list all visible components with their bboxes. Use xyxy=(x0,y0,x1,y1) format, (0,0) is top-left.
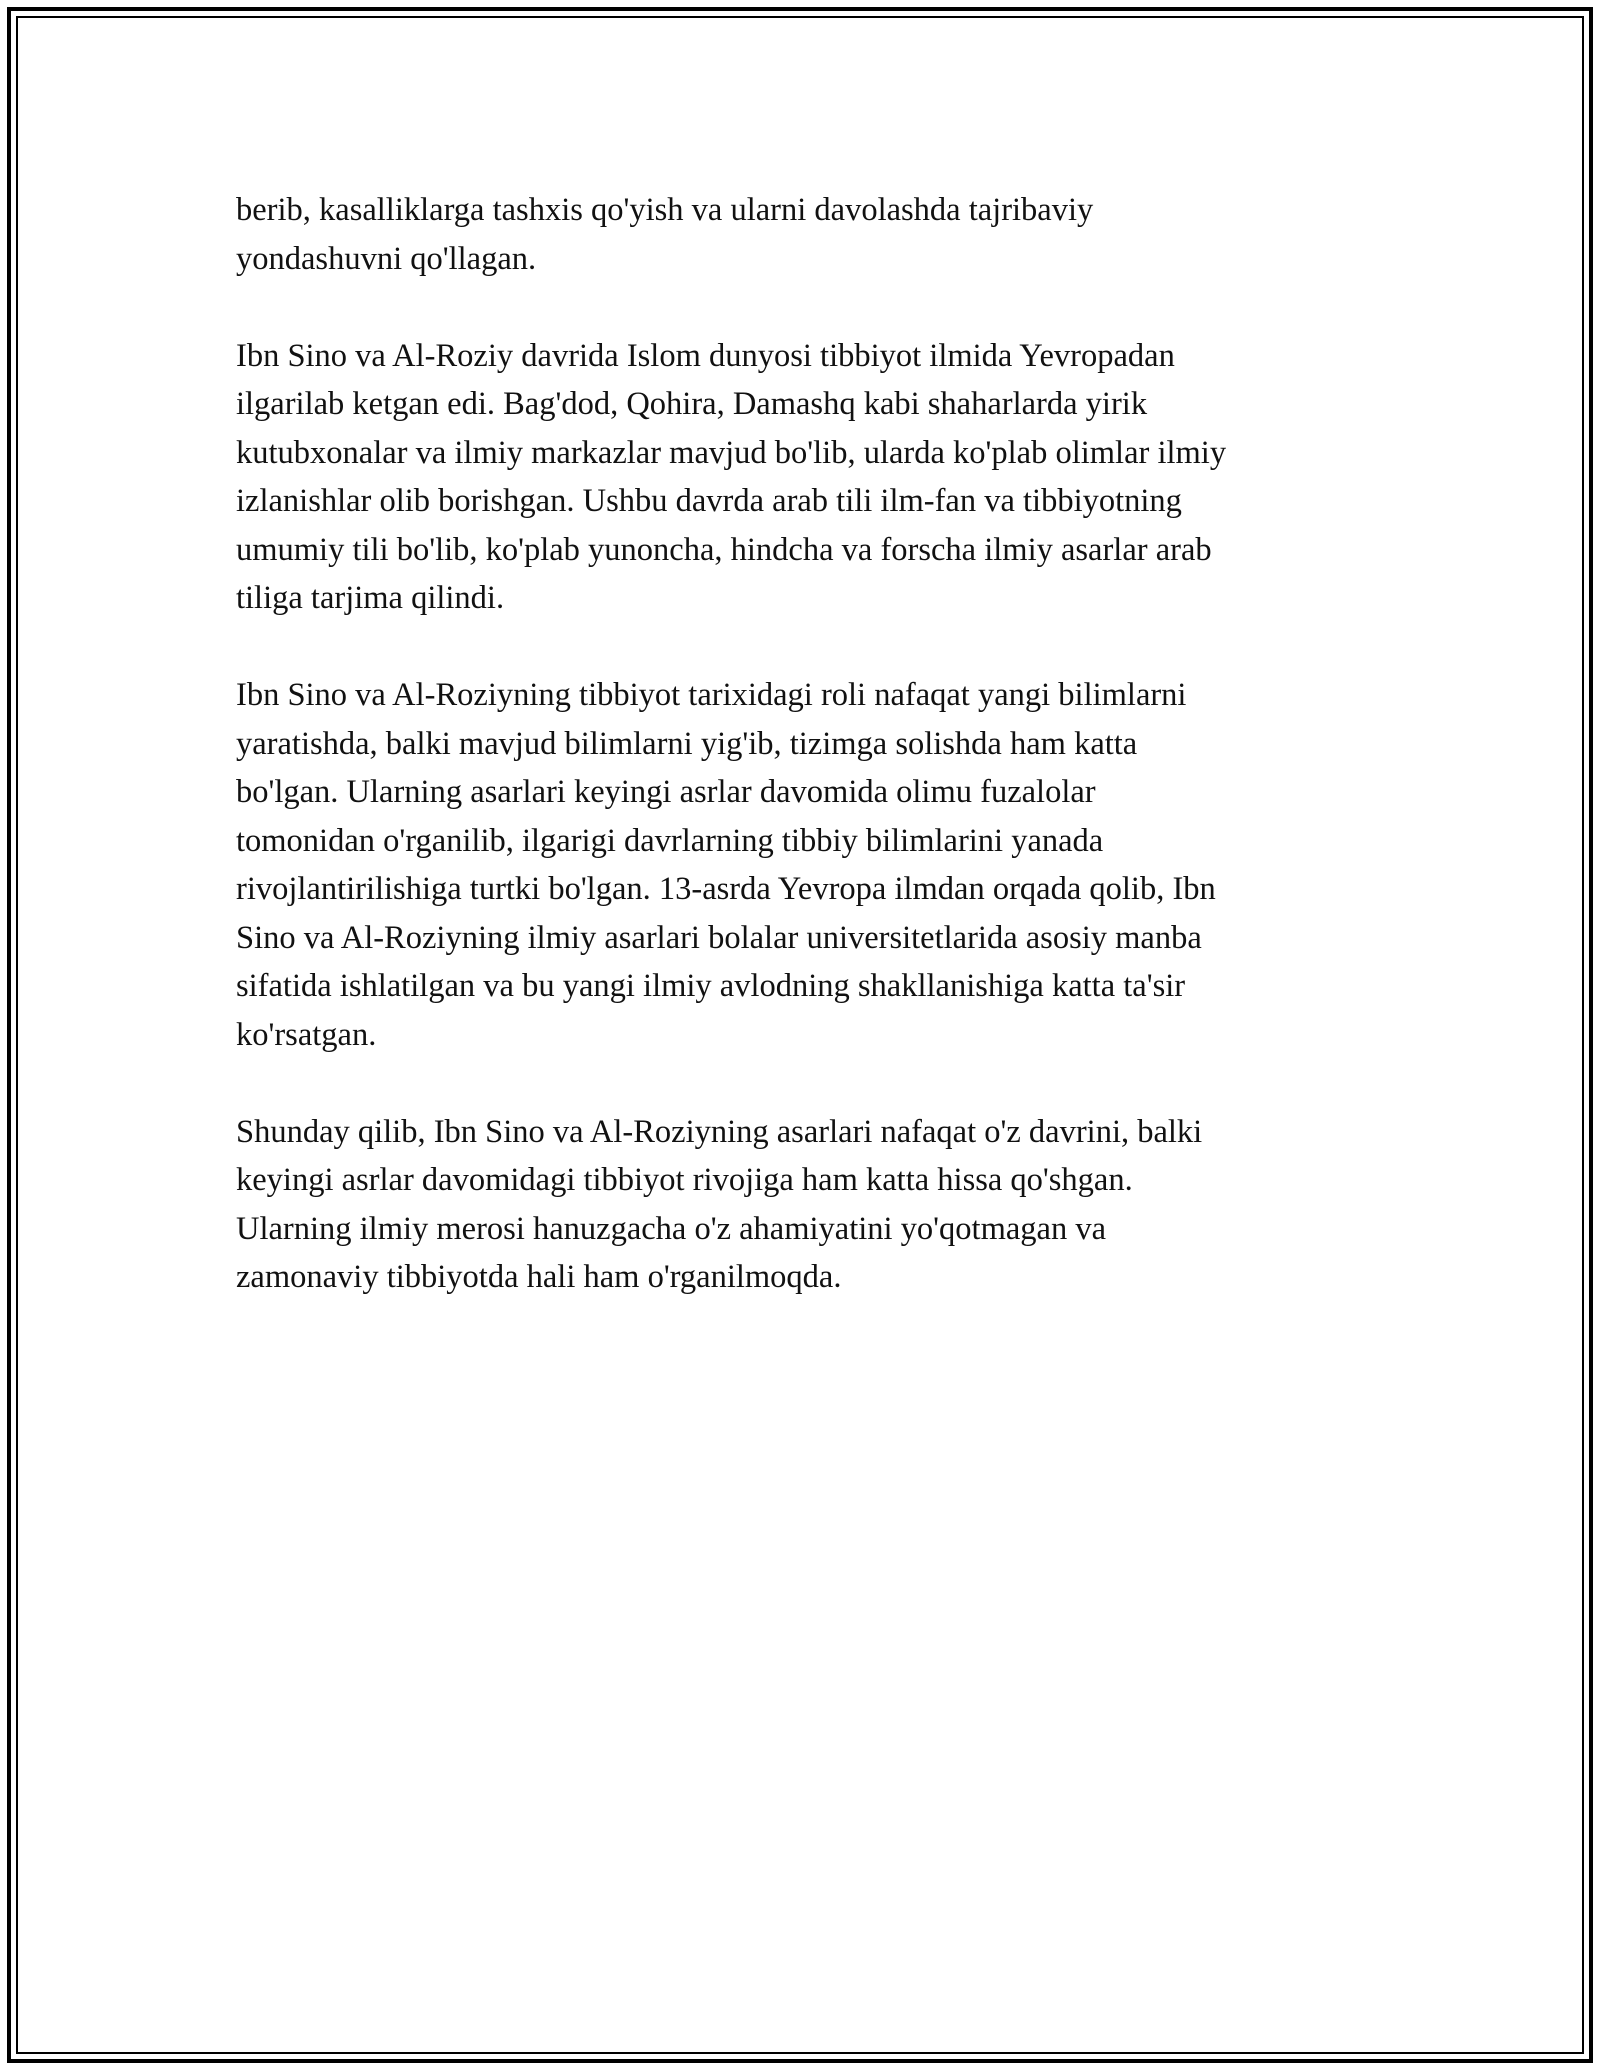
paragraph-continuation: berib, kasalliklarga tashxis qo'yish va ularni davolashda tajribaviy yondashuvni qo'llagan. xyxy=(236,192,1094,277)
document-body xyxy=(236,186,1366,1350)
paragraph-islamic-world-medicine: Ibn Sino va Al-Roziy davrida Islom dunyosi tibbiyot ilmida Yevropadan ilgarilab ketgan edi. Bag'dod, Qohira, Damashq kabi shaharlarda yirik kutubxonalar va ilmiy markazlar mavjud bo'lib, ularda ko'plab olimlar ilmiy izlanishlar olib borishgan. Ushbu davrda arab tili ilm-fan va tibbiyotning umumiy tili bo'lib, ko'plab yunoncha, hindcha va forscha ilmiy asarlar arab tiliga tarjima qilindi. xyxy=(236,337,1227,616)
paragraph-conclusion: Shunday qilib, Ibn Sino va Al-Roziyning asarlari nafaqat o'z davrini, balki keyingi asrlar davomidagi tibbiyot rivojiga ham katta hissa qo'shgan. Ularning ilmiy merosi hanuzgacha o'z ahamiyatini yo'qotmagan va zamonaviy tibbiyotda hali ham o'rganilmoqda. xyxy=(236,1113,1203,1295)
paragraph-role-in-history: Ibn Sino va Al-Roziyning tibbiyot tarixidagi roli nafaqat yangi bilimlarni yaratishda, balki mavjud bilimlarni yig'ib, tizimga solishda ham katta bo'lgan. Ularning asarlari keyingi asrlar davomida olimu fuzalolar tomonidan o'rganilib, ilgarigi davrlarning tibbiy bilimlarini yanada rivojlantirilishiga turtki bo'lgan. 13-asrda Yevropa ilmdan orqada qolib, Ibn Sino va Al-Roziyning ilmiy asarlari bolalar universitetlarida asosiy manba sifatida ishlatilgan va bu yangi ilmiy avlodning shakllanishiga katta ta'sir ko'rsatgan. xyxy=(236,677,1216,1053)
